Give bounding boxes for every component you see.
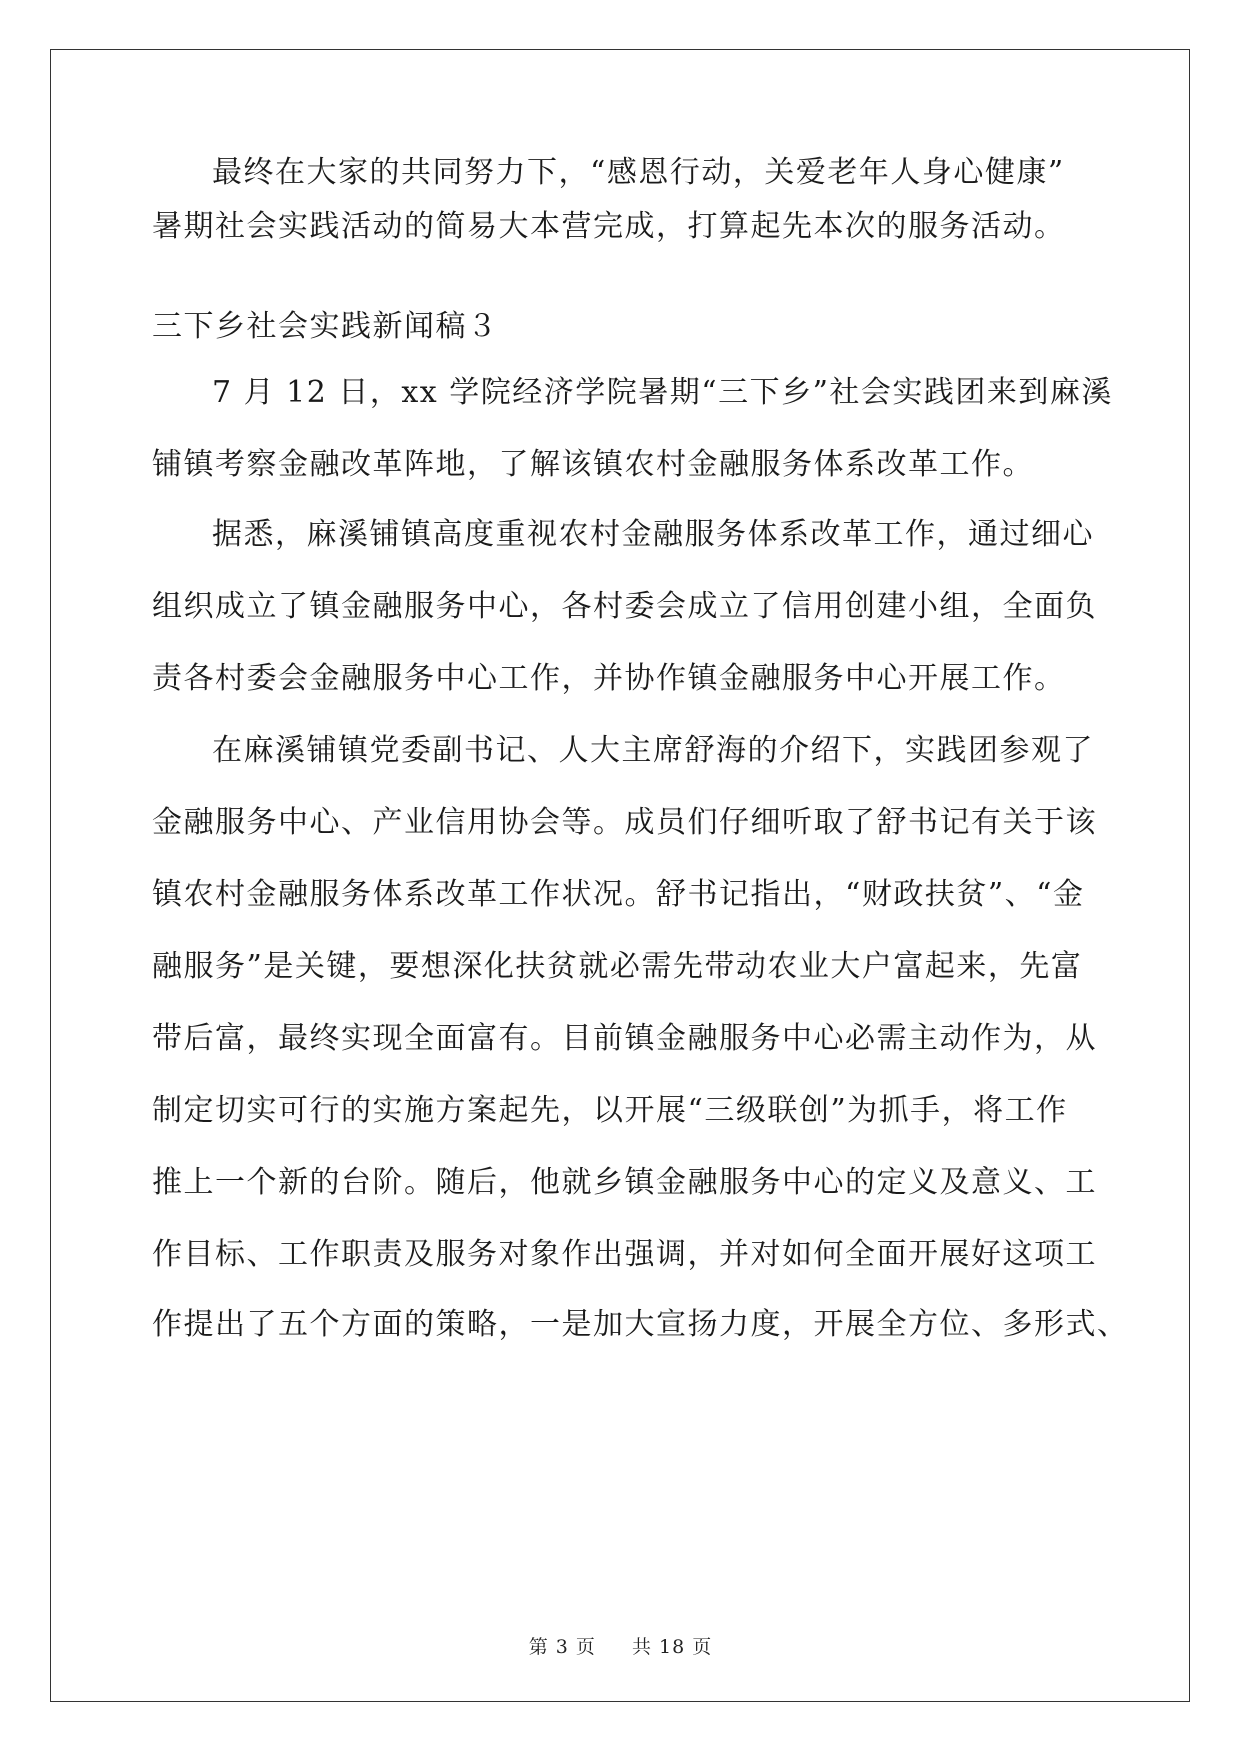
text-line: 金融服务中心、产业信用协会等。成员们仔细听取了舒书记有关于该	[152, 805, 1097, 840]
text-line: 制定切实可行的实施方案起先，以开展“三级联创”为抓手，将工作	[152, 1093, 1068, 1128]
text-line: 责各村委会金融服务中心工作，并协作镇金融服务中心开展工作。	[152, 661, 1066, 696]
section-heading: 三下乡社会实践新闻稿３	[152, 309, 499, 344]
text-line: 7 月 12 日，xx 学院经济学院暑期“三下乡”社会实践团来到麻溪	[212, 375, 1113, 410]
text-line: 暑期社会实践活动的简易大本营完成，打算起先本次的服务活动。	[152, 209, 1066, 244]
text-line: 融服务”是关键，要想深化扶贫就必需先带动农业大户富起来，先富	[152, 949, 1083, 984]
text-line: 推上一个新的台阶。随后，他就乡镇金融服务中心的定义及意义、工	[152, 1165, 1097, 1200]
text-line: 据悉，麻溪铺镇高度重视农村金融服务体系改革工作，通过细心	[212, 517, 1094, 552]
text-line: 镇农村金融服务体系改革工作状况。舒书记指出，“财政扶贫”、“金	[152, 877, 1085, 912]
page-number: 第 3 页	[528, 1636, 596, 1658]
page-footer	[0, 1632, 1241, 1659]
text-line: 组织成立了镇金融服务中心，各村委会成立了信用创建小组，全面负	[152, 589, 1097, 624]
page-total: 共 18 页	[632, 1636, 713, 1658]
text-line: 作目标、工作职责及服务对象作出强调，并对如何全面开展好这项工	[152, 1237, 1097, 1272]
text-line: 作提出了五个方面的策略，一是加大宣扬力度，开展全方位、多形式、	[152, 1307, 1129, 1342]
text-line: 带后富，最终实现全面富有。目前镇金融服务中心必需主动作为，从	[152, 1021, 1097, 1056]
text-line: 在麻溪铺镇党委副书记、人大主席舒海的介绍下，实践团参观了	[212, 733, 1094, 768]
text-line: 最终在大家的共同努力下，“感恩行动，关爱老年人身心健康”	[212, 155, 1065, 190]
text-line: 铺镇考察金融改革阵地，了解该镇农村金融服务体系改革工作。	[152, 447, 1034, 482]
